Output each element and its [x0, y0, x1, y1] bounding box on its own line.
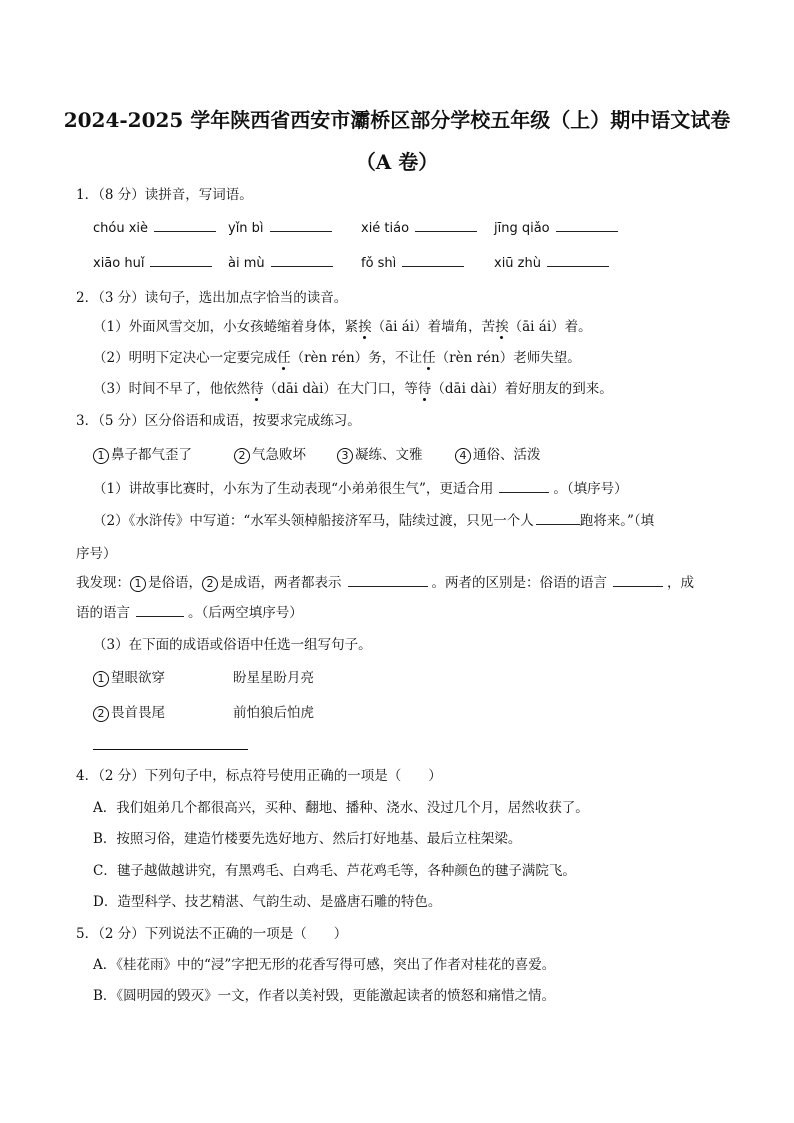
answer-blank[interactable] — [613, 574, 663, 587]
q2-stem: 2．（3 分）读句子，选出加点字恰当的读音。 — [76, 290, 348, 306]
q3-option-1: 1 鼻子都气歪了 — [93, 446, 192, 464]
answer-line[interactable] — [93, 749, 248, 750]
q1-item-2: yǐn bì — [228, 219, 332, 238]
q3-option-3: 3 凝练、文雅 — [337, 446, 423, 464]
q4-option-c[interactable]: C．毽子越做越讲究，有黑鸡毛、白鸡毛、芦花鸡毛等，各种颜色的毽子满院飞。 — [93, 863, 576, 879]
q3-pair-1-idiom: 1 望眼欲穿 — [93, 669, 165, 687]
q3-pair-1-saying: 盼星星盼月亮 — [233, 670, 314, 686]
q3-discovery-line-2: 语的语言 。（后两空填序号） — [76, 605, 303, 621]
answer-blank[interactable] — [556, 219, 618, 232]
answer-blank[interactable] — [270, 219, 332, 232]
answer-blank[interactable] — [402, 254, 464, 267]
answer-blank[interactable] — [348, 574, 428, 587]
q1-item-5: xiāo huǐ — [93, 254, 212, 273]
q5-stem: 5．（2 分）下列说法不正确的一项是（ ） — [76, 926, 348, 942]
answer-blank[interactable] — [547, 254, 609, 267]
answer-blank[interactable] — [154, 219, 216, 232]
q2-sentence-3: （3）时间不早了，他依然待（dāi dài）在大门口，等待（dāi dài）着好朋友的到来。 — [93, 381, 613, 397]
q1-stem: 1．（8 分）读拼音，写词语。 — [76, 187, 253, 203]
answer-blank[interactable] — [150, 254, 212, 267]
q4-stem: 4．（2 分）下列句子中，标点符号使用正确的一项是（ ） — [76, 768, 442, 784]
q4-option-a[interactable]: A．我们姐弟几个都很高兴，买种、翻地、播种、浇水、没过几个月，居然收获了。 — [93, 800, 589, 816]
q1-item-1: chóu xiè — [93, 219, 216, 238]
answer-blank[interactable] — [415, 219, 477, 232]
answer-blank[interactable] — [136, 604, 184, 617]
q2-sentence-2: （2）明明下定决心一定要完成任（rèn rén）务，不让任（rèn rén）老师失望。 — [93, 350, 581, 366]
q2-sentence-1: （1）外面风雪交加，小女孩蜷缩着身体，紧挨（āi ái）着墙角，苦挨（āi ái）着。 — [93, 319, 592, 335]
q5-option-b[interactable]: B．《圆明园的毁灭》一文，作者以美衬毁，更能激起读者的愤怒和痛惜之情。 — [93, 988, 556, 1004]
answer-blank[interactable] — [271, 254, 333, 267]
answer-blank[interactable] — [499, 480, 549, 493]
q3-option-2: 2 气急败坏 — [234, 446, 306, 464]
q3-pair-2-idiom: 2 畏首畏尾 — [93, 704, 165, 722]
q3-stem: 3．（5 分）区分俗语和成语，按要求完成练习。 — [76, 413, 361, 429]
exam-subtitle: （A 卷） — [355, 150, 439, 174]
q1-item-6: ài mù — [228, 254, 333, 273]
q3-option-4: 4 通俗、活泼 — [455, 446, 541, 464]
q3-pair-2-saying: 前怕狼后怕虎 — [233, 705, 314, 721]
q4-option-d[interactable]: D．造型科学、技艺精湛、气韵生动、是盛唐石雕的特色。 — [93, 894, 442, 910]
q3-part-2: （2）《水浒传》中写道：“水军头领棹船接济军马，陆续过渡，只见一个人 跑将来。”（填 — [93, 513, 655, 529]
q5-option-a[interactable]: A．《桂花雨》中的“浸”字把无形的花香写得可感，突出了作者对桂花的喜爱。 — [93, 957, 556, 973]
q1-item-8: xiū zhù — [494, 254, 609, 273]
q1-item-4: jīng qiǎo — [494, 219, 618, 238]
q1-item-7: fǒ shì — [361, 254, 464, 273]
q3-part-1: （1）讲故事比赛时，小东为了生动表现“小弟弟很生气”，更适合用 。（填序号） — [93, 481, 628, 497]
exam-title: 2024-2025 学年陕西省西安市灞桥区部分学校五年级（上）期中语文试卷 — [63, 108, 731, 132]
q3-discovery-line-1: 我发现： 1 是俗语， 2 是成语，两者都表示 。两者的区别是：俗语的语言 ，成 — [76, 575, 694, 591]
q3-part-3: （3）在下面的成语或俗语中任选一组写句子。 — [93, 637, 372, 653]
q4-option-b[interactable]: B．按照习俗，建造竹楼要先选好地方、然后打好地基、最后立柱架梁。 — [93, 831, 522, 847]
answer-blank[interactable] — [536, 512, 580, 525]
q3-part-2-cont: 序号） — [76, 546, 117, 562]
q1-item-3: xié tiáo — [361, 219, 477, 238]
